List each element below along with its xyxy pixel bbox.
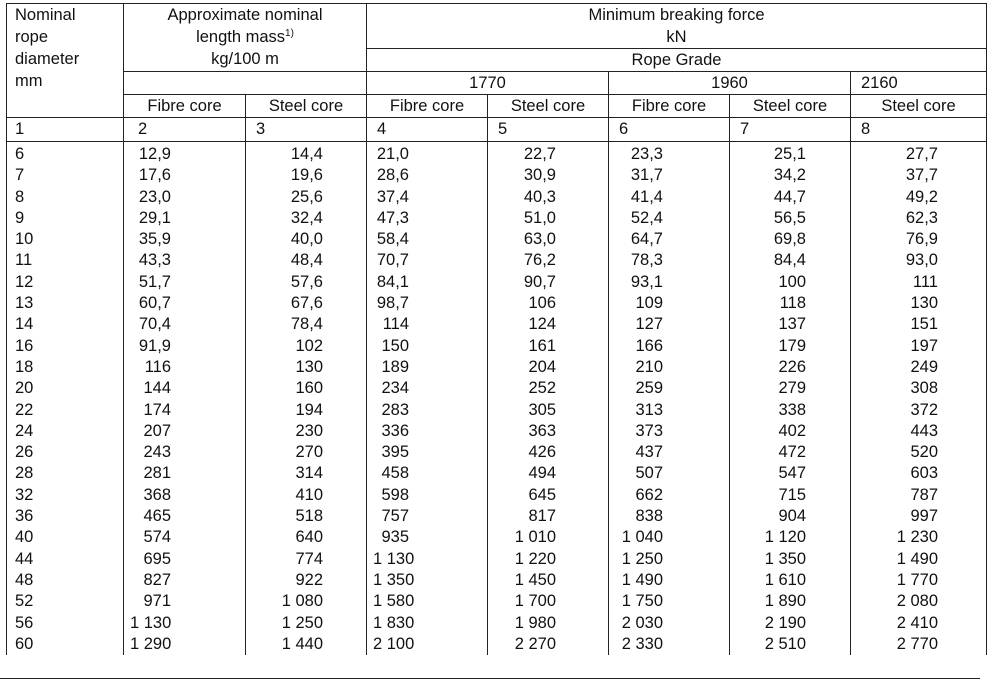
- mass-fibre-core-cell: 695: [124, 549, 246, 570]
- column-number: 1: [7, 118, 124, 142]
- diameter-cell: 20: [7, 378, 124, 399]
- force-1960-fibre-cell: 507: [609, 463, 730, 484]
- force-1770-fibre-cell: 21,0: [367, 142, 488, 166]
- table-row: [7, 400, 987, 421]
- diameter-cell: 48: [7, 570, 124, 591]
- table-row: [7, 208, 987, 229]
- force-1960-steel-cell: 547: [730, 463, 851, 484]
- table-row: [7, 293, 987, 314]
- force-1770-fibre-cell: 189: [367, 357, 488, 378]
- header-rope-line: rope: [15, 28, 49, 46]
- rope-breaking-force-table-sheet: [6, 3, 986, 655]
- header-sub-fibre-core: Fibre core: [367, 95, 488, 118]
- table-row: [7, 613, 987, 634]
- mass-steel-core-cell: 922: [246, 570, 367, 591]
- header-sub-steel-core: Steel core: [851, 95, 987, 118]
- mass-steel-core-cell: 194: [246, 400, 367, 421]
- force-1960-fibre-cell: 1 490: [609, 570, 730, 591]
- force-1960-fibre-cell: 662: [609, 485, 730, 506]
- force-1960-fibre-cell: 31,7: [609, 165, 730, 186]
- table-row: [7, 378, 987, 399]
- mass-fibre-core-cell: 174: [124, 400, 246, 421]
- force-1770-steel-cell: 1 220: [488, 549, 609, 570]
- diameter-cell: 7: [7, 165, 124, 186]
- diameter-cell: 10: [7, 229, 124, 250]
- table-row: [7, 250, 987, 271]
- force-1960-steel-cell: 715: [730, 485, 851, 506]
- table-body: [7, 142, 987, 656]
- force-2160-steel-cell: 1 490: [851, 549, 987, 570]
- header-sub-steel-core: Steel core: [488, 95, 609, 118]
- footnote-rule: [0, 678, 980, 685]
- force-1960-fibre-cell: 52,4: [609, 208, 730, 229]
- table-row: [7, 591, 987, 612]
- mass-steel-core-cell: 130: [246, 357, 367, 378]
- mass-steel-core-cell: 230: [246, 421, 367, 442]
- header-rope-grade: Rope Grade: [367, 49, 987, 72]
- force-1770-fibre-cell: 84,1: [367, 272, 488, 293]
- diameter-cell: 32: [7, 485, 124, 506]
- header-grade-1770: 1770: [367, 72, 609, 95]
- force-1770-fibre-cell: 757: [367, 506, 488, 527]
- mass-steel-core-cell: 57,6: [246, 272, 367, 293]
- force-1960-steel-cell: 2 190: [730, 613, 851, 634]
- force-1960-fibre-cell: 437: [609, 442, 730, 463]
- header-force-unit: kN: [666, 28, 687, 46]
- force-1770-steel-cell: 22,7: [488, 142, 609, 166]
- mass-fibre-core-cell: 35,9: [124, 229, 246, 250]
- force-2160-steel-cell: 249: [851, 357, 987, 378]
- force-1770-steel-cell: 204: [488, 357, 609, 378]
- force-1960-fibre-cell: 1 250: [609, 549, 730, 570]
- force-1770-fibre-cell: 1 350: [367, 570, 488, 591]
- force-1770-fibre-cell: 598: [367, 485, 488, 506]
- force-1960-fibre-cell: 1 750: [609, 591, 730, 612]
- diameter-cell: 8: [7, 187, 124, 208]
- force-1960-steel-cell: 179: [730, 336, 851, 357]
- mass-steel-core-cell: 1 250: [246, 613, 367, 634]
- force-1960-steel-cell: 2 510: [730, 634, 851, 655]
- diameter-cell: 18: [7, 357, 124, 378]
- force-2160-steel-cell: 603: [851, 463, 987, 484]
- table-row: [7, 442, 987, 463]
- force-1960-fibre-cell: 1 040: [609, 527, 730, 548]
- table-row: [7, 142, 987, 166]
- force-2160-steel-cell: 76,9: [851, 229, 987, 250]
- force-1960-fibre-cell: 64,7: [609, 229, 730, 250]
- mass-steel-core-cell: 1 440: [246, 634, 367, 655]
- header-mass-line2: length mass$^{1)}$: [196, 28, 294, 46]
- header-sub-fibre-core: Fibre core: [609, 95, 730, 118]
- table-row: [7, 549, 987, 570]
- mass-steel-core-cell: 102: [246, 336, 367, 357]
- mass-steel-core-cell: 32,4: [246, 208, 367, 229]
- diameter-cell: 22: [7, 400, 124, 421]
- mass-fibre-core-cell: 971: [124, 591, 246, 612]
- mass-fibre-core-cell: 17,6: [124, 165, 246, 186]
- force-1770-fibre-cell: 458: [367, 463, 488, 484]
- force-1960-fibre-cell: 93,1: [609, 272, 730, 293]
- force-1770-steel-cell: 252: [488, 378, 609, 399]
- mass-fibre-core-cell: 51,7: [124, 272, 246, 293]
- force-1960-fibre-cell: 313: [609, 400, 730, 421]
- force-2160-steel-cell: 130: [851, 293, 987, 314]
- mass-fibre-core-cell: 29,1: [124, 208, 246, 229]
- column-number: 4: [367, 118, 488, 142]
- mass-steel-core-cell: 518: [246, 506, 367, 527]
- force-2160-steel-cell: 111: [851, 272, 987, 293]
- column-number: 7: [730, 118, 851, 142]
- force-1960-steel-cell: 1 610: [730, 570, 851, 591]
- table-header: [7, 4, 987, 118]
- footnote-ref: 1): [285, 28, 294, 39]
- force-1960-fibre-cell: 23,3: [609, 142, 730, 166]
- diameter-cell: 11: [7, 250, 124, 271]
- column-number: 6: [609, 118, 730, 142]
- force-1770-steel-cell: 363: [488, 421, 609, 442]
- diameter-cell: 28: [7, 463, 124, 484]
- mass-steel-core-cell: 1 080: [246, 591, 367, 612]
- table-row: [7, 485, 987, 506]
- table-row: [7, 336, 987, 357]
- force-1770-fibre-cell: 150: [367, 336, 488, 357]
- force-1770-steel-cell: 1 700: [488, 591, 609, 612]
- force-1770-steel-cell: 76,2: [488, 250, 609, 271]
- mass-steel-core-cell: 78,4: [246, 314, 367, 335]
- force-1960-steel-cell: 279: [730, 378, 851, 399]
- mass-fibre-core-cell: 12,9: [124, 142, 246, 166]
- force-1770-fibre-cell: 1 830: [367, 613, 488, 634]
- header-grade-2160: 2160: [851, 72, 987, 95]
- mass-steel-core-cell: 25,6: [246, 187, 367, 208]
- force-2160-steel-cell: 520: [851, 442, 987, 463]
- force-1960-fibre-cell: 109: [609, 293, 730, 314]
- force-1770-fibre-cell: 234: [367, 378, 488, 399]
- mass-fibre-core-cell: 827: [124, 570, 246, 591]
- header-mass-unit: kg/100 m: [211, 50, 279, 68]
- mass-steel-core-cell: 270: [246, 442, 367, 463]
- force-1960-steel-cell: 34,2: [730, 165, 851, 186]
- force-1960-steel-cell: 1 350: [730, 549, 851, 570]
- mass-steel-core-cell: 774: [246, 549, 367, 570]
- force-2160-steel-cell: 1 770: [851, 570, 987, 591]
- force-1770-steel-cell: 494: [488, 463, 609, 484]
- header-mass-blank: [124, 72, 367, 95]
- force-1770-steel-cell: 1 010: [488, 527, 609, 548]
- force-1960-steel-cell: 1 120: [730, 527, 851, 548]
- diameter-cell: 60: [7, 634, 124, 655]
- mass-fibre-core-cell: 368: [124, 485, 246, 506]
- header-grade-1960: 1960: [609, 72, 851, 95]
- column-number-row: [7, 118, 987, 142]
- force-1960-fibre-cell: 41,4: [609, 187, 730, 208]
- header-mm-line: mm: [15, 72, 43, 90]
- diameter-cell: 12: [7, 272, 124, 293]
- force-1960-steel-cell: 56,5: [730, 208, 851, 229]
- force-2160-steel-cell: 308: [851, 378, 987, 399]
- force-1770-fibre-cell: 37,4: [367, 187, 488, 208]
- diameter-cell: 16: [7, 336, 124, 357]
- header-length-mass: [124, 4, 367, 72]
- force-1770-steel-cell: 305: [488, 400, 609, 421]
- table-row: [7, 165, 987, 186]
- force-1770-steel-cell: 817: [488, 506, 609, 527]
- force-1770-steel-cell: 40,3: [488, 187, 609, 208]
- diameter-cell: 40: [7, 527, 124, 548]
- force-1960-fibre-cell: 2 030: [609, 613, 730, 634]
- force-2160-steel-cell: 787: [851, 485, 987, 506]
- header-sub-steel-core: Steel core: [730, 95, 851, 118]
- header-mass-line1: Approximate nominal: [167, 6, 323, 24]
- diameter-cell: 52: [7, 591, 124, 612]
- mass-fibre-core-cell: 43,3: [124, 250, 246, 271]
- force-1960-steel-cell: 118: [730, 293, 851, 314]
- force-1960-steel-cell: 338: [730, 400, 851, 421]
- force-2160-steel-cell: 2 080: [851, 591, 987, 612]
- force-1960-fibre-cell: 78,3: [609, 250, 730, 271]
- table-row: [7, 463, 987, 484]
- diameter-cell: 14: [7, 314, 124, 335]
- force-1770-fibre-cell: 1 130: [367, 549, 488, 570]
- mass-fibre-core-cell: 60,7: [124, 293, 246, 314]
- diameter-cell: 56: [7, 613, 124, 634]
- force-2160-steel-cell: 37,7: [851, 165, 987, 186]
- force-1770-fibre-cell: 395: [367, 442, 488, 463]
- mass-steel-core-cell: 40,0: [246, 229, 367, 250]
- force-1770-steel-cell: 124: [488, 314, 609, 335]
- column-number: 8: [851, 118, 987, 142]
- header-nominal-diameter: [7, 4, 124, 118]
- force-1770-fibre-cell: 935: [367, 527, 488, 548]
- header-force-title: Minimum breaking force: [588, 6, 765, 24]
- force-1770-fibre-cell: 47,3: [367, 208, 488, 229]
- force-1770-fibre-cell: 70,7: [367, 250, 488, 271]
- mass-steel-core-cell: 410: [246, 485, 367, 506]
- force-1960-fibre-cell: 210: [609, 357, 730, 378]
- force-2160-steel-cell: 997: [851, 506, 987, 527]
- header-nominal-line: Nominal: [15, 6, 76, 24]
- force-1960-fibre-cell: 838: [609, 506, 730, 527]
- mass-fibre-core-cell: 1 130: [124, 613, 246, 634]
- force-2160-steel-cell: 1 230: [851, 527, 987, 548]
- diameter-cell: 13: [7, 293, 124, 314]
- force-1960-steel-cell: 402: [730, 421, 851, 442]
- diameter-cell: 24: [7, 421, 124, 442]
- force-1770-steel-cell: 2 270: [488, 634, 609, 655]
- force-1960-steel-cell: 137: [730, 314, 851, 335]
- force-1960-fibre-cell: 259: [609, 378, 730, 399]
- mass-steel-core-cell: 314: [246, 463, 367, 484]
- force-1770-steel-cell: 63,0: [488, 229, 609, 250]
- force-2160-steel-cell: 443: [851, 421, 987, 442]
- force-1770-fibre-cell: 114: [367, 314, 488, 335]
- mass-fibre-core-cell: 1 290: [124, 634, 246, 655]
- force-1770-steel-cell: 645: [488, 485, 609, 506]
- force-2160-steel-cell: 151: [851, 314, 987, 335]
- force-1770-steel-cell: 30,9: [488, 165, 609, 186]
- mass-fibre-core-cell: 574: [124, 527, 246, 548]
- table-row: [7, 357, 987, 378]
- force-1770-fibre-cell: 2 100: [367, 634, 488, 655]
- force-2160-steel-cell: 27,7: [851, 142, 987, 166]
- mass-fibre-core-cell: 70,4: [124, 314, 246, 335]
- force-1960-fibre-cell: 2 330: [609, 634, 730, 655]
- force-1770-steel-cell: 90,7: [488, 272, 609, 293]
- mass-fibre-core-cell: 243: [124, 442, 246, 463]
- force-2160-steel-cell: 62,3: [851, 208, 987, 229]
- force-1960-fibre-cell: 127: [609, 314, 730, 335]
- table-row: [7, 506, 987, 527]
- force-2160-steel-cell: 49,2: [851, 187, 987, 208]
- force-1960-fibre-cell: 166: [609, 336, 730, 357]
- force-1770-fibre-cell: 283: [367, 400, 488, 421]
- force-1770-fibre-cell: 336: [367, 421, 488, 442]
- table-row: [7, 527, 987, 548]
- mass-steel-core-cell: 19,6: [246, 165, 367, 186]
- header-diameter-line: diameter: [15, 50, 80, 68]
- diameter-cell: 36: [7, 506, 124, 527]
- force-1960-fibre-cell: 373: [609, 421, 730, 442]
- table-row: [7, 421, 987, 442]
- mass-steel-core-cell: 160: [246, 378, 367, 399]
- force-1770-steel-cell: 51,0: [488, 208, 609, 229]
- mass-steel-core-cell: 48,4: [246, 250, 367, 271]
- diameter-cell: 26: [7, 442, 124, 463]
- diameter-cell: 9: [7, 208, 124, 229]
- force-2160-steel-cell: 2 770: [851, 634, 987, 655]
- mass-steel-core-cell: 67,6: [246, 293, 367, 314]
- rope-table: [6, 3, 987, 655]
- mass-steel-core-cell: 640: [246, 527, 367, 548]
- force-2160-steel-cell: 93,0: [851, 250, 987, 271]
- force-2160-steel-cell: 372: [851, 400, 987, 421]
- force-1770-fibre-cell: 28,6: [367, 165, 488, 186]
- table-row: [7, 229, 987, 250]
- force-1960-steel-cell: 84,4: [730, 250, 851, 271]
- force-2160-steel-cell: 2 410: [851, 613, 987, 634]
- table-row: [7, 314, 987, 335]
- force-1770-fibre-cell: 98,7: [367, 293, 488, 314]
- table-row: [7, 272, 987, 293]
- column-number: 3: [246, 118, 367, 142]
- column-number: 2: [124, 118, 246, 142]
- force-1960-steel-cell: 472: [730, 442, 851, 463]
- force-1960-steel-cell: 1 890: [730, 591, 851, 612]
- table-row: [7, 570, 987, 591]
- mass-fibre-core-cell: 281: [124, 463, 246, 484]
- mass-fibre-core-cell: 144: [124, 378, 246, 399]
- table-row: [7, 187, 987, 208]
- force-2160-steel-cell: 197: [851, 336, 987, 357]
- force-1960-steel-cell: 69,8: [730, 229, 851, 250]
- force-1960-steel-cell: 44,7: [730, 187, 851, 208]
- force-1960-steel-cell: 100: [730, 272, 851, 293]
- force-1960-steel-cell: 226: [730, 357, 851, 378]
- mass-fibre-core-cell: 465: [124, 506, 246, 527]
- column-number: 5: [488, 118, 609, 142]
- diameter-cell: 44: [7, 549, 124, 570]
- force-1770-fibre-cell: 1 580: [367, 591, 488, 612]
- force-1770-steel-cell: 106: [488, 293, 609, 314]
- header-sub-steel-core: Steel core: [246, 95, 367, 118]
- mass-fibre-core-cell: 91,9: [124, 336, 246, 357]
- mass-fibre-core-cell: 23,0: [124, 187, 246, 208]
- force-1770-steel-cell: 161: [488, 336, 609, 357]
- mass-fibre-core-cell: 207: [124, 421, 246, 442]
- force-1770-steel-cell: 1 450: [488, 570, 609, 591]
- mass-steel-core-cell: 14,4: [246, 142, 367, 166]
- force-1770-steel-cell: 1 980: [488, 613, 609, 634]
- column-number-row-group: [7, 118, 987, 142]
- table-row: [7, 634, 987, 655]
- diameter-cell: 6: [7, 142, 124, 166]
- header-sub-fibre-core: Fibre core: [124, 95, 246, 118]
- force-1770-fibre-cell: 58,4: [367, 229, 488, 250]
- force-1960-steel-cell: 904: [730, 506, 851, 527]
- force-1770-steel-cell: 426: [488, 442, 609, 463]
- header-min-breaking-force: [367, 4, 987, 49]
- mass-fibre-core-cell: 116: [124, 357, 246, 378]
- force-1960-steel-cell: 25,1: [730, 142, 851, 166]
